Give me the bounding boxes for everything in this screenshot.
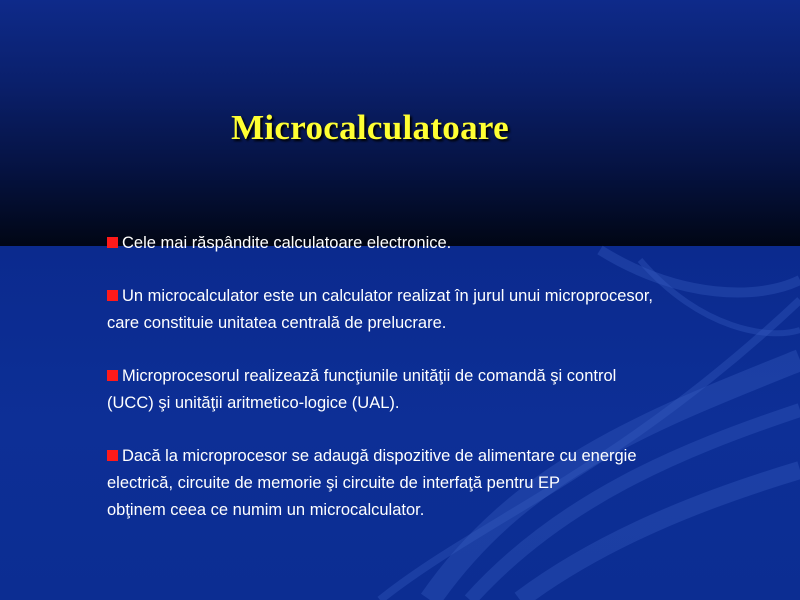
bullet-line <box>107 230 747 257</box>
red-square-bullet-icon <box>107 290 118 301</box>
bullet-list <box>107 230 747 550</box>
bullet-item <box>107 230 747 257</box>
bullet-continuation: (UCC) şi unităţii aritmetico-logice (UAL). <box>107 394 400 412</box>
bullet-item <box>107 363 747 417</box>
bullet-line <box>107 283 747 310</box>
bullet-continuation: care constituie unitatea centrală de prelucrare. <box>107 314 447 332</box>
bullet-text: Dacă la microprocesor se adaugă dispozitive de alimentare cu energie <box>122 447 637 465</box>
bullet-text: Microprocesorul realizează funcţiunile unităţii de comandă şi control <box>122 367 617 385</box>
bullet-continuation: electrică, circuite de memorie şi circuite de interfaţă pentru EP <box>107 474 561 492</box>
red-square-bullet-icon <box>107 237 118 248</box>
bullet-line <box>107 443 747 470</box>
bullet-text: Un microcalculator este un calculator realizat în jurul unui microprocesor, <box>122 287 653 305</box>
bullet-item <box>107 283 747 337</box>
bullet-item <box>107 443 747 524</box>
bullet-continuation: obţinem ceea ce numim un microcalculator. <box>107 501 425 519</box>
bullet-text: Cele mai răspândite calculatoare electronice. <box>122 234 452 252</box>
red-square-bullet-icon <box>107 370 118 381</box>
red-square-bullet-icon <box>107 450 118 461</box>
bullet-line <box>107 363 747 390</box>
slide-title: Microcalculatoare <box>231 108 509 147</box>
